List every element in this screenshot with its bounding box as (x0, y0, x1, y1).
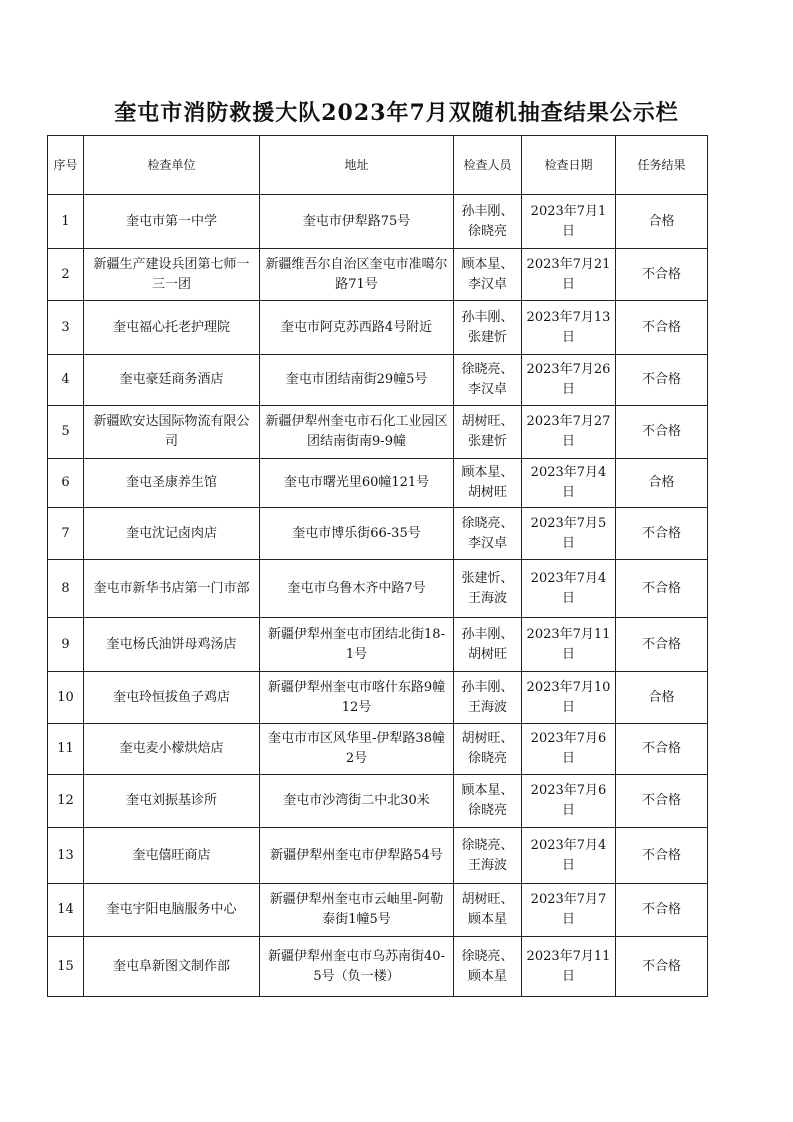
cell-unit: 奎屯麦小檬烘焙店 (84, 724, 260, 775)
cell-inspectors: 徐晓亮、王海波 (454, 828, 522, 884)
table-row (48, 775, 708, 828)
cell-address: 奎屯市博乐街66-35号 (260, 508, 454, 560)
cell-date: 2023年7月6日 (522, 724, 616, 775)
header-result: 任务结果 (616, 136, 708, 195)
cell-inspectors: 顾本星、胡树旺 (454, 459, 522, 508)
table-row (48, 672, 708, 724)
cell-date: 2023年7月21日 (522, 249, 616, 301)
table-row (48, 724, 708, 775)
cell-address: 奎屯市沙湾街二中北30米 (260, 775, 454, 828)
cell-address: 新疆伊犁州奎屯市团结北街18-1号 (260, 618, 454, 672)
cell-address: 奎屯市市区风华里-伊犁路38幢2号 (260, 724, 454, 775)
cell-address: 奎屯市曙光里60幢121号 (260, 459, 454, 508)
cell-inspectors: 徐晓亮、顾本星 (454, 937, 522, 997)
cell-seq: 6 (48, 459, 84, 508)
header-seq: 序号 (48, 136, 84, 195)
table-row (48, 618, 708, 672)
cell-result: 不合格 (616, 828, 708, 884)
cell-inspectors: 胡树旺、顾本星 (454, 884, 522, 937)
cell-address: 新疆伊犁州奎屯市石化工业园区团结南街南9-9幢 (260, 406, 454, 459)
cell-seq: 10 (48, 672, 84, 724)
page-title: 奎屯市消防救援大队2023年7月双随机抽查结果公示栏 (114, 100, 679, 126)
table-row (48, 301, 708, 355)
cell-result: 不合格 (616, 301, 708, 355)
inspection-results-table (47, 135, 708, 997)
cell-unit: 奎屯豪廷商务酒店 (84, 355, 260, 406)
cell-date: 2023年7月1日 (522, 195, 616, 249)
table-row (48, 884, 708, 937)
cell-seq: 2 (48, 249, 84, 301)
cell-address: 新疆伊犁州奎屯市伊犁路54号 (260, 828, 454, 884)
cell-unit: 奎屯圣康养生馆 (84, 459, 260, 508)
cell-date: 2023年7月4日 (522, 560, 616, 618)
cell-inspectors: 孙丰刚、王海波 (454, 672, 522, 724)
cell-address: 奎屯市乌鲁木齐中路7号 (260, 560, 454, 618)
header-address: 地址 (260, 136, 454, 195)
cell-unit: 奎屯福心托老护理院 (84, 301, 260, 355)
cell-inspectors: 顾本星、徐晓亮 (454, 775, 522, 828)
cell-result: 不合格 (616, 775, 708, 828)
cell-unit: 奎屯僖旺商店 (84, 828, 260, 884)
cell-inspectors: 胡树旺、徐晓亮 (454, 724, 522, 775)
cell-date: 2023年7月11日 (522, 937, 616, 997)
cell-result: 不合格 (616, 937, 708, 997)
cell-unit: 新疆生产建设兵团第七师一三一团 (84, 249, 260, 301)
cell-address: 奎屯市阿克苏西路4号附近 (260, 301, 454, 355)
cell-address: 新疆伊犁州奎屯市喀什东路9幢12号 (260, 672, 454, 724)
cell-result: 不合格 (616, 355, 708, 406)
cell-date: 2023年7月27日 (522, 406, 616, 459)
cell-seq: 7 (48, 508, 84, 560)
cell-date: 2023年7月26日 (522, 355, 616, 406)
table-row (48, 195, 708, 249)
cell-unit: 奎屯市新华书店第一门市部 (84, 560, 260, 618)
cell-address: 奎屯市伊犁路75号 (260, 195, 454, 249)
cell-seq: 3 (48, 301, 84, 355)
cell-result: 不合格 (616, 406, 708, 459)
header-inspectors: 检查人员 (454, 136, 522, 195)
cell-seq: 12 (48, 775, 84, 828)
cell-seq: 13 (48, 828, 84, 884)
cell-inspectors: 孙丰刚、张建忻 (454, 301, 522, 355)
cell-inspectors: 胡树旺、张建忻 (454, 406, 522, 459)
table-header-row (48, 136, 708, 195)
cell-result: 合格 (616, 459, 708, 508)
cell-result: 不合格 (616, 618, 708, 672)
cell-unit: 奎屯刘振基诊所 (84, 775, 260, 828)
cell-result: 不合格 (616, 508, 708, 560)
cell-seq: 4 (48, 355, 84, 406)
cell-address: 新疆维吾尔自治区奎屯市准噶尔路71号 (260, 249, 454, 301)
cell-inspectors: 徐晓亮、李汉卓 (454, 355, 522, 406)
cell-inspectors: 孙丰刚、胡树旺 (454, 618, 522, 672)
cell-unit: 奎屯沈记卤肉店 (84, 508, 260, 560)
table-row (48, 406, 708, 459)
cell-date: 2023年7月6日 (522, 775, 616, 828)
cell-date: 2023年7月4日 (522, 459, 616, 508)
cell-date: 2023年7月10日 (522, 672, 616, 724)
cell-inspectors: 孙丰刚、徐晓亮 (454, 195, 522, 249)
cell-seq: 9 (48, 618, 84, 672)
cell-unit: 奎屯市第一中学 (84, 195, 260, 249)
cell-date: 2023年7月7日 (522, 884, 616, 937)
cell-result: 不合格 (616, 249, 708, 301)
cell-result: 合格 (616, 195, 708, 249)
cell-result: 不合格 (616, 724, 708, 775)
cell-unit: 奎屯宇阳电脑服务中心 (84, 884, 260, 937)
cell-result: 不合格 (616, 884, 708, 937)
cell-unit: 新疆欧安达国际物流有限公司 (84, 406, 260, 459)
cell-seq: 11 (48, 724, 84, 775)
header-unit: 检查单位 (84, 136, 260, 195)
cell-address: 奎屯市团结南街29幢5号 (260, 355, 454, 406)
header-date: 检查日期 (522, 136, 616, 195)
cell-unit: 奎屯杨氏油饼母鸡汤店 (84, 618, 260, 672)
cell-seq: 8 (48, 560, 84, 618)
table-row (48, 355, 708, 406)
cell-date: 2023年7月4日 (522, 828, 616, 884)
cell-inspectors: 张建忻、王海波 (454, 560, 522, 618)
table-row (48, 560, 708, 618)
cell-date: 2023年7月13日 (522, 301, 616, 355)
cell-unit: 奎屯玲恒拔鱼子鸡店 (84, 672, 260, 724)
table-row (48, 828, 708, 884)
cell-address: 新疆伊犁州奎屯市乌苏南街40-5号（负一楼） (260, 937, 454, 997)
cell-date: 2023年7月5日 (522, 508, 616, 560)
cell-inspectors: 顾本星、李汉卓 (454, 249, 522, 301)
cell-date: 2023年7月11日 (522, 618, 616, 672)
cell-seq: 14 (48, 884, 84, 937)
cell-result: 不合格 (616, 560, 708, 618)
cell-result: 合格 (616, 672, 708, 724)
table-row (48, 508, 708, 560)
cell-address: 新疆伊犁州奎屯市云岫里-阿勒泰街1幢5号 (260, 884, 454, 937)
cell-inspectors: 徐晓亮、李汉卓 (454, 508, 522, 560)
table-row (48, 459, 708, 508)
cell-seq: 5 (48, 406, 84, 459)
table-row (48, 249, 708, 301)
table-row (48, 937, 708, 997)
cell-unit: 奎屯阜新图文制作部 (84, 937, 260, 997)
cell-seq: 1 (48, 195, 84, 249)
cell-seq: 15 (48, 937, 84, 997)
